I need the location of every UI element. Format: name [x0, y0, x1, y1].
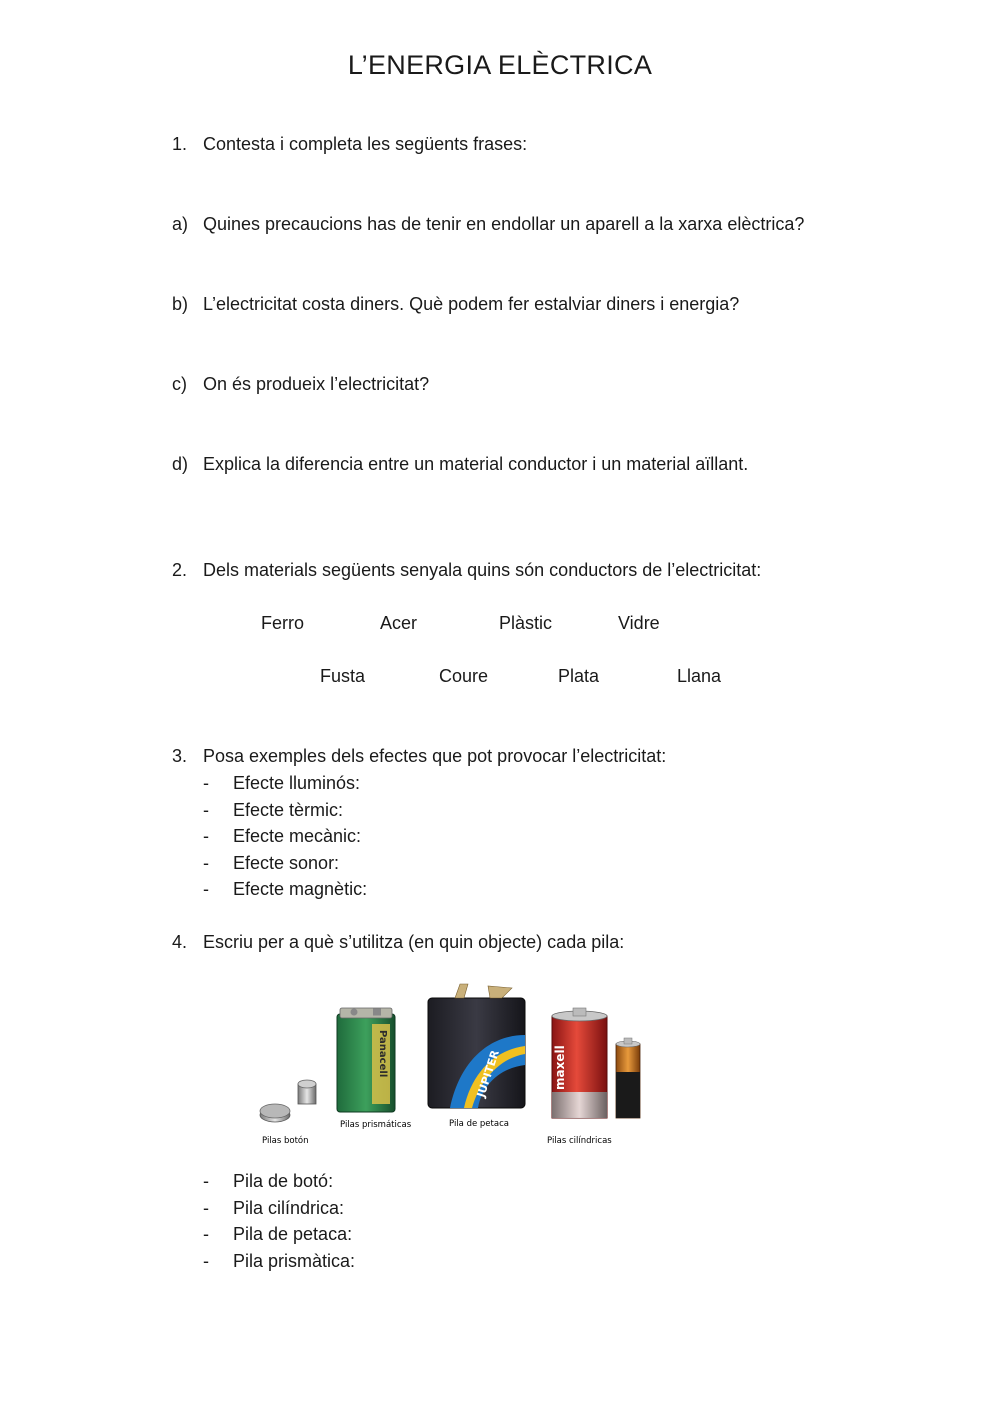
caption-prismatic-battery: Pilas prismáticas — [340, 1120, 412, 1130]
material-item[interactable]: Plàstic — [499, 613, 553, 633]
caption-flat-battery: Pila de petaca — [449, 1119, 509, 1129]
question-1d-text: Explica la diferencia entre un material conductor i un material aïllant. — [203, 454, 749, 474]
question-1a-text: Quines precaucions has de tenir en endollar un aparell a la xarxa elèctrica? — [203, 214, 805, 234]
material-item[interactable]: Acer — [380, 613, 418, 633]
question-1b-letter: b) — [172, 294, 189, 314]
question-1-number: 1. — [172, 134, 188, 154]
bullet-dash: - — [203, 826, 209, 846]
bullet-dash: - — [203, 1224, 209, 1244]
cylindrical-battery-large — [552, 1008, 607, 1118]
bullet-dash: - — [203, 853, 209, 873]
page-title: L’ENERGIA ELÈCTRICA — [347, 50, 653, 80]
battery-use-item: Pila de petaca: — [233, 1224, 353, 1244]
batteries-illustration — [250, 980, 670, 1155]
battery-use-item: Pila prismàtica: — [233, 1251, 356, 1271]
effect-item: Efecte sonor: — [233, 853, 340, 873]
material-item[interactable]: Coure — [439, 666, 489, 686]
caption-button-battery: Pilas botón — [262, 1136, 309, 1146]
question-3-number: 3. — [172, 746, 188, 766]
battery-use-item: Pila de botó: — [233, 1171, 334, 1191]
bullet-dash: - — [203, 879, 209, 899]
prismatic-brand-label: Panacell — [377, 1030, 388, 1078]
effect-item: Efecte magnètic: — [233, 879, 368, 899]
material-item[interactable]: Fusta — [320, 666, 366, 686]
bullet-dash: - — [203, 773, 209, 793]
bullet-dash: - — [203, 1171, 209, 1191]
bullet-dash: - — [203, 1198, 209, 1218]
bullet-dash: - — [203, 800, 209, 820]
flat-brand-label: JUPITER — [474, 1048, 502, 1099]
question-2-text: Dels materials següents senyala quins són conductors de l’electricitat: — [203, 560, 762, 580]
effect-item: Efecte mecànic: — [233, 826, 362, 846]
cylindrical-brand-label: maxell — [553, 1045, 567, 1090]
question-1c-text: On és produeix l’electricitat? — [203, 374, 430, 394]
material-item[interactable]: Ferro — [261, 613, 305, 633]
effect-item: Efecte lluminós: — [233, 773, 361, 793]
button-cell-battery — [260, 1080, 316, 1122]
question-1c-letter: c) — [172, 374, 187, 394]
battery-use-item: Pila cilíndrica: — [233, 1198, 345, 1218]
bullet-dash: - — [203, 1251, 209, 1271]
caption-cylindrical-battery: Pilas cilíndricas — [547, 1136, 612, 1146]
question-3-text: Posa exemples dels efectes que pot provocar l’electricitat: — [203, 746, 667, 766]
question-1a-letter: a) — [172, 214, 189, 234]
material-item[interactable]: Plata — [558, 666, 600, 686]
question-1d-letter: d) — [172, 454, 189, 474]
question-2-number: 2. — [172, 560, 188, 580]
cylindrical-battery-small — [616, 1038, 640, 1118]
material-item[interactable]: Vidre — [618, 613, 660, 633]
question-4-number: 4. — [172, 932, 188, 952]
effect-item: Efecte tèrmic: — [233, 800, 344, 820]
flat-battery — [428, 984, 525, 1108]
question-1b-text: L’electricitat costa diners. Què podem fer estalviar diners i energia? — [203, 294, 740, 314]
question-4-text: Escriu per a què s’utilitza (en quin objecte) cada pila: — [203, 932, 625, 952]
question-1-text: Contesta i completa les següents frases: — [203, 134, 528, 154]
prismatic-battery — [337, 1008, 395, 1112]
material-item[interactable]: Llana — [677, 666, 722, 686]
